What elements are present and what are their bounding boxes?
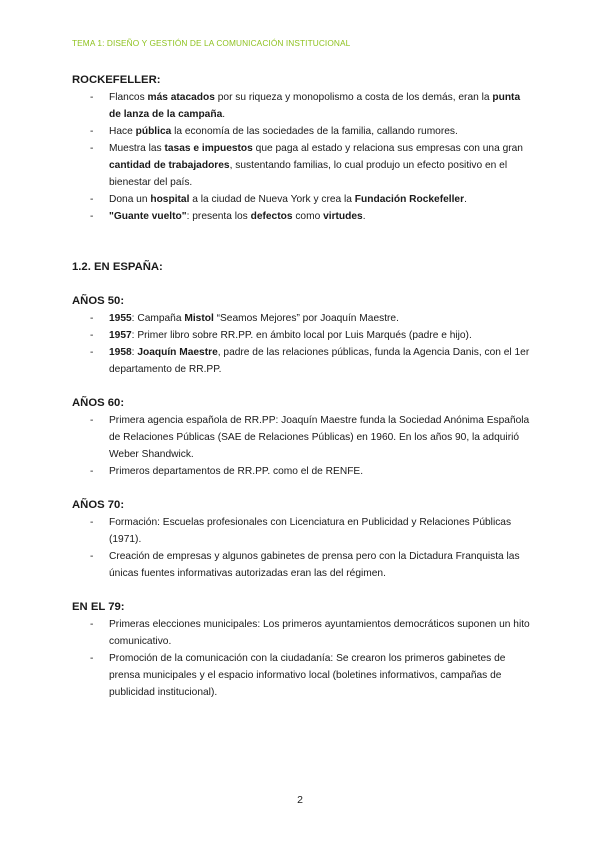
text-run: Primeros departamentos de RR.PP. como el de RENFE. (109, 466, 364, 477)
text-run: por su riqueza y monopolismo a costa de los demás, eran la (214, 92, 493, 103)
bold-text: virtudes (323, 211, 363, 222)
list-item (72, 123, 532, 140)
section-anos-50 (72, 293, 532, 378)
list-item (72, 89, 532, 123)
list-item (72, 616, 532, 650)
text-run: Primeras elecciones municipales: Los primeros ayuntamientos democráticos suponen un hito comunicativo. (109, 619, 530, 647)
text-run: Formación: Escuelas profesionales con Licenciatura en Publicidad y Relaciones Públicas (1971). (109, 517, 512, 545)
section-anos-70 (72, 497, 532, 582)
section-anos-60 (72, 395, 532, 480)
list-item (72, 191, 532, 208)
bold-text: 1957 (109, 330, 132, 341)
text-run: como (292, 211, 324, 222)
bold-text: pública (135, 126, 172, 137)
list-item (72, 310, 532, 327)
bold-text: Mistol (184, 313, 214, 324)
bold-text: cantidad de trabajadores (109, 160, 230, 171)
text-run: la economía de las sociedades de la familia, callando rumores. (171, 126, 458, 137)
bullet-list (72, 310, 532, 378)
list-item (72, 412, 532, 463)
section-heading: AÑOS 60: (72, 397, 125, 409)
bold-text: hospital (150, 194, 190, 205)
bold-text: tasas e impuestos (164, 143, 253, 154)
list-item (72, 327, 532, 344)
bullet-list (72, 514, 532, 582)
text-run: : Campaña (131, 313, 185, 324)
text-run: Promoción de la comunicación con la ciudadanía: Se crearon los primeros gabinetes de prensa municipales y el espacio informativo local (boletines informativos, campañas de publicidad institucional). (109, 653, 506, 698)
list-item (72, 463, 532, 480)
text-run: , sustentando familias, lo cual produjo un efecto positivo en el bienestar del país. (109, 160, 508, 188)
text-run: Primera agencia española de RR.PP: Joaquín Maestre funda la Sociedad Anónima Española de Relaciones Públicas (SAE de Relaciones Públicas) en 1960. En los años 90, la adquirió Weber Shandwick. (109, 415, 530, 460)
text-run: , padre de las relaciones públicas, funda la Agencia Danis, con el 1er departamento de RR.PP. (109, 347, 530, 375)
bullet-list (72, 412, 532, 480)
text-run: Creación de empresas y algunos gabinetes de prensa pero con la Dictadura Franquista las únicas fuentes informativas autorizadas eran las del régimen. (109, 551, 520, 579)
text-run: . (464, 194, 467, 205)
text-run: : presenta los (186, 211, 251, 222)
list-item (72, 548, 532, 582)
page-number: 2 (297, 794, 303, 806)
text-run: Flancos (109, 92, 148, 103)
running-header: TEMA 1: DISEÑO Y GESTIÓN DE LA COMUNICACIÓN INSTITUCIONAL (72, 38, 351, 48)
bold-text: "Guante vuelto" (109, 211, 187, 222)
bold-text: 1958 (109, 347, 132, 358)
text-run: Muestra las (109, 143, 165, 154)
bullet-list (72, 616, 532, 701)
text-run: Dona un (109, 194, 151, 205)
list-item (72, 650, 532, 701)
section-heading: EN EL 79: (72, 601, 125, 613)
text-run: : Primer libro sobre RR.PP. en ámbito local por Luis Marqués (padre e hijo). (131, 330, 472, 341)
list-item (72, 514, 532, 548)
text-run: Hace (109, 126, 136, 137)
bold-text: punta de lanza de la campaña (109, 92, 521, 120)
text-run: a la ciudad de Nueva York y crea la (189, 194, 355, 205)
section-en-el-79 (72, 599, 532, 701)
bold-text: Fundación Rockefeller (354, 194, 465, 205)
section-heading: AÑOS 50: (72, 295, 125, 307)
section-rockefeller (72, 72, 532, 225)
bold-text: 1955 (109, 313, 132, 324)
bullet-list (72, 89, 532, 225)
section-heading: AÑOS 70: (72, 499, 125, 511)
list-item (72, 344, 532, 378)
bold-text: más atacados (147, 92, 215, 103)
list-item (72, 140, 532, 191)
section-heading: 1.2. EN ESPAÑA: (72, 261, 163, 273)
text-run: que paga al estado y relaciona sus empresas con una gran (252, 143, 523, 154)
section-espana (72, 259, 532, 276)
text-run: : (131, 347, 138, 358)
list-item (72, 208, 532, 225)
page-content (72, 72, 532, 701)
section-heading: ROCKEFELLER: (72, 74, 161, 86)
text-run: . (222, 109, 226, 120)
text-run: . (362, 211, 366, 222)
text-run: “Seamos Mejores” por Joaquín Maestre. (213, 313, 399, 324)
bold-text: defectos (250, 211, 293, 222)
bold-text: Joaquín Maestre (137, 347, 218, 358)
